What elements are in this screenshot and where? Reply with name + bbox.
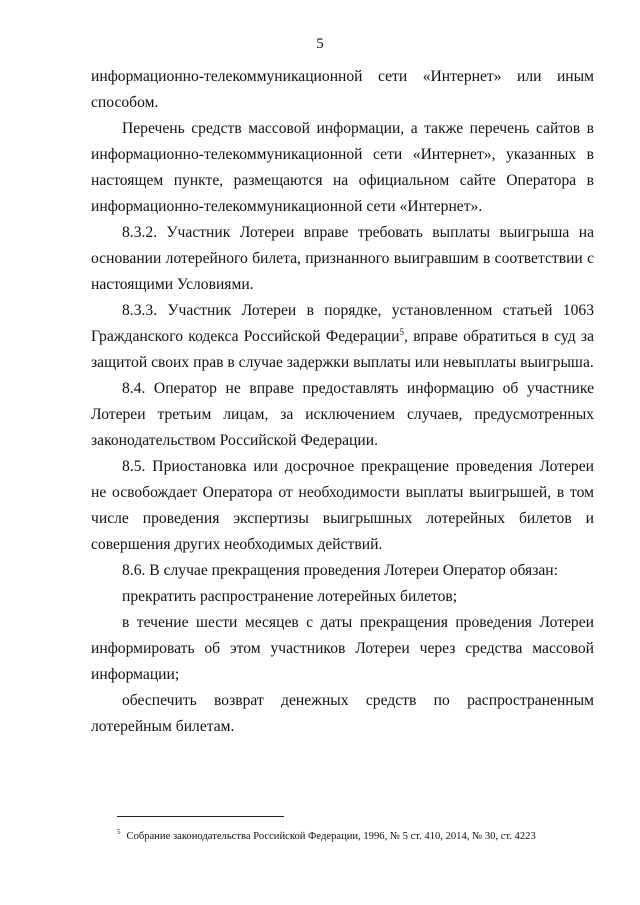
footnote-reference: 5 (399, 326, 405, 337)
paragraph-8-3-3-before: 8.3.3. Участник Лотереи в порядке, установленном статьей 1063 Гражданского кодекса Российской Федерации (91, 302, 594, 345)
footnote-mark: 5 (117, 828, 121, 837)
document-body (91, 64, 594, 740)
paragraph-media-list: Перечень средств массовой информации, а также перечень сайтов в информационно-телекоммуникационной сети «Интернет», указанных в настоящем пункте, размещаются на официальном сайте Оператора в информационно-телекоммуникационной сети «Интернет». (91, 120, 594, 215)
paragraph-8-3-2: 8.3.2. Участник Лотереи вправе требовать выплаты выигрыша на основании лотерейного билета, признанного выигравшим в соответствии с настоящими Условиями. (91, 224, 594, 293)
paragraph-8-4: 8.4. Оператор не вправе предоставлять информацию об участнике Лотереи третьим лицам, за исключением случаев, предусмотренных законодательством Российской Федерации. (91, 380, 594, 449)
paragraph-continuation: информационно-телекоммуникационной сети «Интернет» или иным способом. (91, 68, 594, 111)
paragraph-8-6-item-3: обеспечить возврат денежных средств по распространенным лотерейным билетам. (91, 692, 594, 735)
footnote-separator (117, 816, 284, 817)
paragraph-8-6: 8.6. В случае прекращения проведения Лотереи Оператор обязан: (122, 562, 558, 579)
footnote (117, 830, 587, 844)
paragraph-8-3-3 (91, 298, 594, 376)
paragraph-8-3-3-after: , вправе обратиться в суд за защитой своих прав в случае задержки выплаты или невыплаты выигрыша. (91, 328, 594, 371)
paragraph-8-6-item-2: в течение шести месяцев с даты прекращения проведения Лотереи информировать об этом участников Лотереи через средства массовой информации; (91, 614, 594, 683)
page-number: 5 (316, 36, 324, 52)
paragraph-8-5: 8.5. Приостановка или досрочное прекращение проведения Лотереи не освобождает Оператора от необходимости выплаты выигрышей, в том числе проведения экспертизы выигрышных лотерейных билетов и совершения других необходимых действий. (91, 458, 594, 553)
footnote-text: Собрание законодательства Российской Федерации, 1996, № 5 ст. 410, 2014, № 30, ст. 4223 (126, 831, 536, 842)
paragraph-8-6-item-1: прекратить распространение лотерейных билетов; (122, 588, 458, 605)
